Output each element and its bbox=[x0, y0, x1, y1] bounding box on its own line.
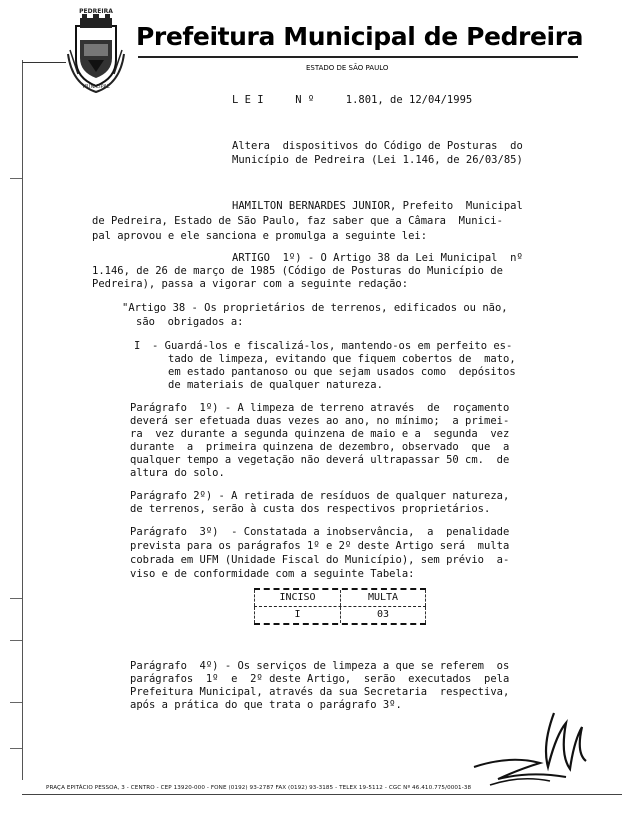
margin-mark bbox=[10, 748, 22, 749]
paragraph-3-line: viso e de conformidade com a seguinte Tabela: bbox=[130, 568, 415, 580]
footer-address: PRAÇA EPITÁCIO PESSOA, 3 - CENTRO - CEP 13920-000 - FONE (0192) 93-2787 FAX (0192) 93-3185 - TELEX 19-5112 - CGC Nº 46.410.775/0001-38 bbox=[46, 785, 472, 791]
margin-mark bbox=[10, 640, 22, 641]
left-border bbox=[22, 60, 23, 780]
paragraph-2-line: de terrenos, serão à custa dos respectivos proprietários. bbox=[130, 503, 491, 515]
article-line: ARTIGO 1º) - O Artigo 38 da Lei Municipal nº bbox=[232, 252, 523, 264]
law-heading: L E I N º 1.801, de 12/04/1995 bbox=[232, 94, 473, 106]
margin-mark bbox=[10, 598, 22, 599]
article-38-line: "Artigo 38 - Os proprietários de terrenos, edificados ou não, bbox=[122, 302, 508, 314]
margin-mark bbox=[10, 702, 22, 703]
item-label: I bbox=[134, 340, 141, 352]
paragraph-4-line: Prefeitura Municipal, através da sua Secretaria respectiva, bbox=[130, 686, 510, 698]
article-line: Pedreira), passa a vigorar com a seguinte redação: bbox=[92, 278, 409, 290]
signature-icon bbox=[470, 705, 590, 795]
masthead-title: Prefeitura Municipal de Pedreira bbox=[136, 22, 584, 51]
table-cell-inciso: I bbox=[255, 607, 341, 623]
crest-top-caption: PEDREIRA bbox=[79, 8, 113, 15]
table-header-inciso: INCISO bbox=[255, 590, 341, 606]
item-line: tado de limpeza, evitando que fiquem cobertos de mato, bbox=[168, 353, 516, 365]
table-header-multa: MULTA bbox=[367, 592, 399, 603]
paragraph-1-line: durante a primeira quinzena de dezembro, observado que a bbox=[130, 441, 510, 453]
paragraph-1-line: qualquer tempo a vegetação não deverá ultrapassar 50 cm. de bbox=[130, 454, 510, 466]
intro-line: pal aprovou e ele sanciona e promulga a seguinte lei: bbox=[92, 230, 428, 242]
paragraph-2-line: Parágrafo 2º) - A retirada de resíduos de qualquer natureza, bbox=[130, 490, 510, 502]
paragraph-4-line: Parágrafo 4º) - Os serviços de limpeza a que se referem os bbox=[130, 660, 510, 672]
paragraph-3-line: cobrada em UFM (Unidade Fiscal do Município), sem prévio a- bbox=[130, 554, 510, 566]
item-line: - Guardá-los e fiscalizá-los, mantendo-os em perfeito es- bbox=[152, 340, 513, 352]
article-line: 1.146, de 26 de março de 1985 (Código de Posturas do Município de bbox=[92, 265, 503, 277]
masthead-subtitle: ESTADO DE SÃO PAULO bbox=[306, 64, 389, 72]
table-cell-multa: 03 bbox=[376, 609, 390, 620]
intro-line: HAMILTON BERNARDES JUNIOR, Prefeito Municipal bbox=[232, 200, 523, 212]
top-rule bbox=[138, 56, 578, 58]
paragraph-3-line: Parágrafo 3º) - Constatada a inobservância, a penalidade bbox=[130, 526, 510, 538]
item-line: de materiais de qualquer natureza. bbox=[168, 379, 383, 391]
city-crest-icon bbox=[66, 14, 126, 94]
crest-caption: MUNICIPAL bbox=[82, 84, 110, 90]
table-header-row bbox=[254, 590, 426, 606]
paragraph-1-line: deverá ser efetuada duas vezes ao ano, no mínimo; a primei- bbox=[130, 415, 510, 427]
fine-table bbox=[254, 588, 426, 625]
paragraph-3-line: prevista para os parágrafos 1º e 2º deste Artigo será multa bbox=[130, 540, 510, 552]
paragraph-4-line: após a prática do que trata o parágrafo 3º. bbox=[130, 699, 402, 711]
intro-line: de Pedreira, Estado de São Paulo, faz saber que a Câmara Munici- bbox=[92, 215, 503, 227]
paragraph-1-line: ra vez durante a segunda quinzena de maio e a segunda vez bbox=[130, 428, 510, 440]
paragraph-1-line: altura do solo. bbox=[130, 467, 225, 479]
margin-mark bbox=[10, 178, 22, 179]
paragraph-4-line: parágrafos 1º e 2º deste Artigo, serão executados pela bbox=[130, 673, 510, 685]
summary-line: Município de Pedreira (Lei 1.146, de 26/03/85) bbox=[232, 154, 523, 166]
table-bottom-border bbox=[254, 623, 426, 625]
item-line: em estado pantanoso ou que sejam usados como depósitos bbox=[168, 366, 516, 378]
top-left-mark bbox=[22, 62, 66, 63]
summary-line: Altera dispositivos do Código de Posturas do bbox=[232, 140, 523, 152]
table-row bbox=[254, 607, 426, 623]
article-38-line: são obrigados a: bbox=[136, 316, 244, 328]
paragraph-1-line: Parágrafo 1º) - A limpeza de terreno através de roçamento bbox=[130, 402, 510, 414]
